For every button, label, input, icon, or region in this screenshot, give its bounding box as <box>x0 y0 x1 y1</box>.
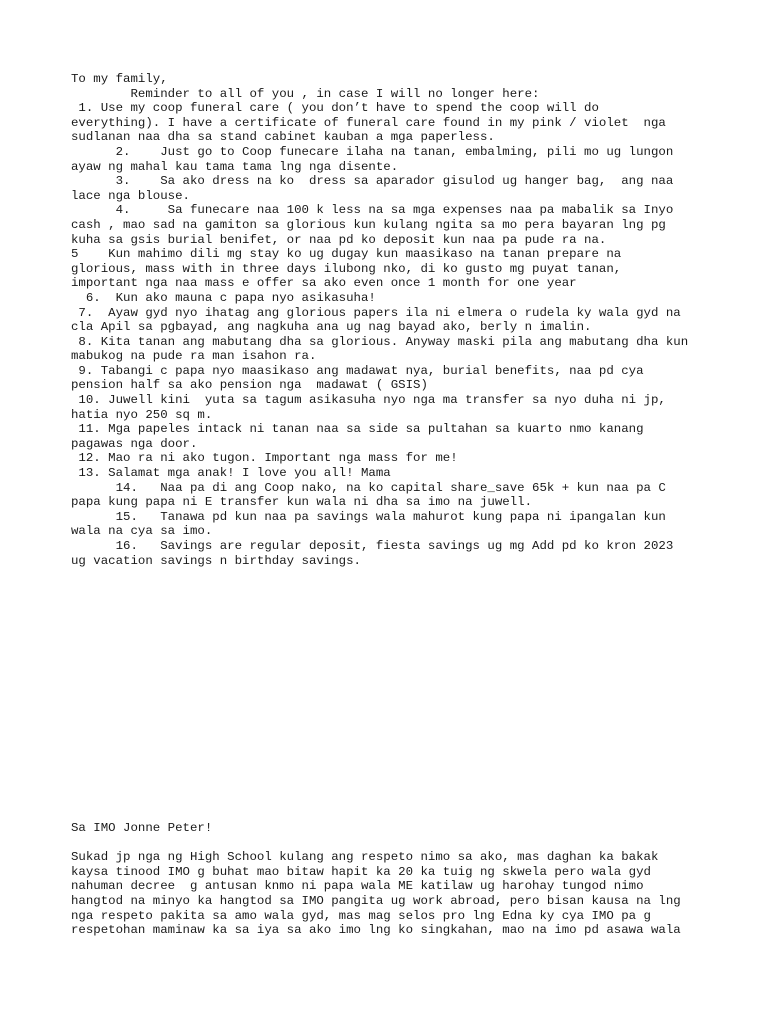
salutation: Sa IMO Jonne Peter! <box>71 821 213 835</box>
body-line: nga respeto pakita sa amo wala gyd, mas mag selos pro lng Edna ky cya IMO pa g <box>71 908 651 923</box>
reminder-line: sudlanan naa dha sa stand cabinet kauban a mga paperless. <box>71 130 495 145</box>
reminder-line: hatia nyo 250 sq m. <box>71 407 213 422</box>
reminder-line: lace nga blouse. <box>71 188 190 203</box>
reminder-item <box>71 291 731 306</box>
reminder-line: 9. Tabangi c papa nyo maasikaso ang madawat nya, burial benefits, naa pd cya <box>71 363 644 378</box>
reminder-item <box>71 451 731 466</box>
reminder-line: kuha sa gsis burial benifet, or naa pd ko deposit kun naa pa pude ra na. <box>71 232 607 247</box>
reminder-item <box>71 335 731 364</box>
reminder-item <box>71 466 731 481</box>
reminder-line: 10. Juwell kini yuta sa tagum asikasuha nyo nga ma transfer sa nyo duha ni jp, <box>71 393 666 408</box>
letter-body <box>71 850 731 938</box>
reminder-line: cash , mao sad na gamiton sa glorious kun kulang ngita sa mo pera bayaran lng pg <box>71 217 666 232</box>
reminder-line: 1. Use my coop funeral care ( you don’t have to spend the coop will do <box>71 101 599 116</box>
reminder-item <box>71 481 731 510</box>
reminder-line: important nga naa mass e offer sa ako even once 1 month for one year <box>71 276 577 291</box>
reminder-line: 7. Ayaw gyd nyo ihatag ang glorious papers ila ni elmera o rudela ky wala gyd na <box>71 305 681 320</box>
reminder-list <box>71 101 731 568</box>
reminder-line: 12. Mao ra ni ako tugon. Important nga mass for me! <box>71 451 458 466</box>
reminder-line: 8. Kita tanan ang mabutang dha sa glorious. Anyway maski pila ang mabutang dha kun <box>71 334 689 349</box>
intro-line: Reminder to all of you , in case I will no longer here: <box>71 86 540 101</box>
reminder-line: everything). I have a certificate of funeral care found in my pink / violet nga <box>71 115 666 130</box>
reminder-item <box>71 306 731 335</box>
reminder-line: cla Apil sa pgbayad, ang nagkuha ana ug nag bayad ako, berly n imalin. <box>71 320 592 335</box>
blank-line <box>71 836 731 851</box>
letter-to-family <box>71 72 731 568</box>
reminder-item <box>71 203 731 247</box>
reminder-line: 15. Tanawa pd kun naa pa savings wala mahurot kung papa ni ipangalan kun <box>71 509 666 524</box>
reminder-line: 11. Mga papeles intack ni tanan naa sa side sa pultahan sa kuarto nmo kanang <box>71 422 644 437</box>
body-line: nahuman decree g antusan knmo ni papa wala ME katilaw ug harohay tungod nimo <box>71 879 644 894</box>
reminder-line: 5 Kun mahimo dili mg stay ko ug dugay kun maasikaso na tanan prepare na <box>71 247 622 262</box>
reminder-item <box>71 364 731 393</box>
reminder-line: pagawas nga door. <box>71 436 198 451</box>
reminder-line: 14. Naa pa di ang Coop nako, na ko capital share_save 65k + kun naa pa C <box>71 480 666 495</box>
reminder-line: wala na cya sa imo. <box>71 524 213 539</box>
reminder-line: pension half sa ako pension nga madawat ( GSIS) <box>71 378 428 393</box>
reminder-line: papa kung papa ni E transfer kun wala ni dha sa imo na juwell. <box>71 495 533 510</box>
reminder-line: 3. Sa ako dress na ko dress sa aparador gisulod ug hanger bag, ang naa <box>71 174 674 189</box>
reminder-line: ayaw ng mahal kau tama tama lng nga disente. <box>71 159 399 174</box>
body-line: Sukad jp nga ng High School kulang ang respeto nimo sa ako, mas daghan ka bakak <box>71 850 659 865</box>
letter-to-jonne-peter <box>71 821 731 938</box>
reminder-item <box>71 174 731 203</box>
reminder-line: 13. Salamat mga anak! I love you all! Mama <box>71 466 391 481</box>
reminder-item <box>71 393 731 422</box>
body-line: respetohan maminaw ka sa iya sa ako imo lng ko singkahan, mao na imo pd asawa wala <box>71 923 681 938</box>
reminder-line: ug vacation savings n birthday savings. <box>71 553 361 568</box>
body-line: kaysa tinood IMO g buhat mao bitaw hapit ka 20 ka tuig ng skwela pero wala gyd <box>71 864 651 879</box>
greeting: To my family, <box>71 72 168 86</box>
reminder-line: 16. Savings are regular deposit, fiesta savings ug mg Add pd ko kron 2023 <box>71 539 674 553</box>
reminder-item <box>71 101 731 145</box>
reminder-item <box>71 510 731 539</box>
reminder-item <box>71 422 731 451</box>
reminder-item <box>71 247 731 291</box>
reminder-line: 2. Just go to Coop funecare ilaha na tanan, embalming, pili mo ug lungon <box>71 144 674 159</box>
reminder-line: mabukog na pude ra man isahon ra. <box>71 349 317 364</box>
reminder-item <box>71 145 731 174</box>
reminder-line: glorious, mass with in three days ilubong nko, di ko gusto mg puyat tanan, <box>71 261 622 276</box>
reminder-item <box>71 539 731 568</box>
body-line: hangtod na minyo ka hangtod sa IMO pangita ug work abroad, pero bisan kausa na lng <box>71 893 681 908</box>
reminder-line: 4. Sa funecare naa 100 k less na sa mga expenses naa pa mabalik sa Inyo <box>71 203 674 218</box>
reminder-line: 6. Kun ako mauna c papa nyo asikasuha! <box>71 290 376 305</box>
